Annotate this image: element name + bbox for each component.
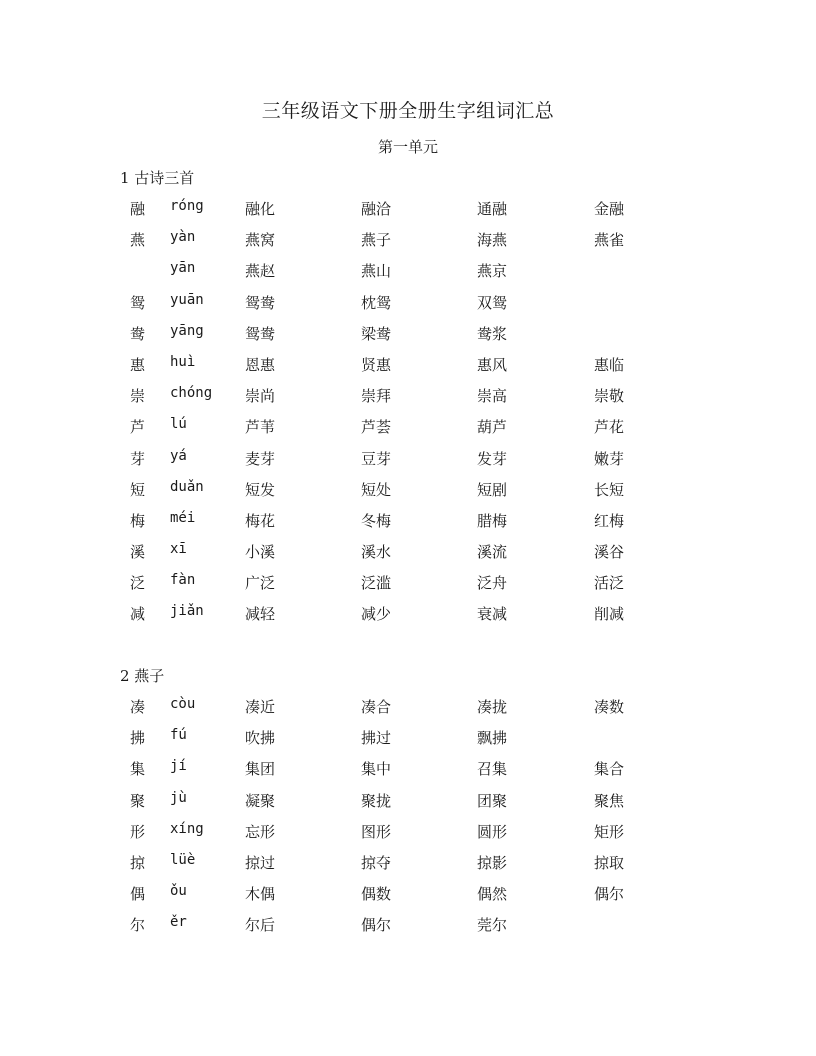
vocab-char: 减 bbox=[130, 605, 146, 624]
vocab-pinyin: jí bbox=[170, 758, 187, 775]
vocab-word: 芦花 bbox=[594, 418, 625, 437]
vocab-word: 贤惠 bbox=[361, 355, 392, 374]
vocab-char: 形 bbox=[130, 822, 146, 841]
vocab-word: 掠取 bbox=[594, 853, 625, 872]
vocab-word: 圆形 bbox=[477, 822, 508, 841]
table-row bbox=[0, 603, 816, 634]
vocab-word: 红梅 bbox=[594, 511, 625, 530]
vocab-word: 长短 bbox=[594, 480, 625, 499]
vocab-word: 溪流 bbox=[477, 543, 508, 562]
vocab-pinyin: xī bbox=[170, 541, 187, 558]
unit-title: 第一单元 bbox=[377, 138, 438, 156]
vocab-word: 聚焦 bbox=[594, 791, 625, 810]
table-row bbox=[0, 416, 816, 447]
table-row bbox=[0, 479, 816, 510]
vocab-word: 凑数 bbox=[594, 698, 625, 716]
vocab-word: 芦荟 bbox=[361, 418, 392, 437]
vocab-word: 矩形 bbox=[594, 822, 625, 841]
vocab-word: 芦苇 bbox=[245, 418, 276, 437]
vocab-word: 梁鸯 bbox=[361, 324, 392, 343]
vocab-word: 减轻 bbox=[245, 605, 276, 624]
table-row bbox=[0, 354, 816, 385]
vocab-word: 鸳鸯 bbox=[245, 293, 276, 312]
vocab-word: 融洽 bbox=[361, 200, 392, 218]
vocab-word: 偶数 bbox=[361, 885, 392, 904]
vocab-char: 短 bbox=[130, 480, 146, 499]
vocab-word: 衰减 bbox=[477, 605, 508, 624]
vocab-word: 拂过 bbox=[361, 729, 392, 748]
vocab-word: 忘形 bbox=[245, 822, 276, 841]
vocab-table bbox=[0, 696, 816, 946]
vocab-word: 偶尔 bbox=[361, 916, 392, 935]
vocab-pinyin: chóng bbox=[170, 385, 213, 402]
vocab-word: 凑拢 bbox=[477, 698, 508, 716]
vocab-word: 燕雀 bbox=[594, 231, 625, 250]
vocab-word: 冬梅 bbox=[361, 511, 392, 530]
vocab-word: 崇高 bbox=[477, 387, 508, 406]
vocab-word: 鸳鸯 bbox=[245, 324, 276, 343]
vocab-word: 掠影 bbox=[477, 853, 508, 872]
table-row bbox=[0, 821, 816, 852]
table-row bbox=[0, 448, 816, 479]
vocab-word: 团聚 bbox=[477, 791, 508, 810]
vocab-word: 集合 bbox=[594, 760, 625, 779]
vocab-word: 崇尚 bbox=[245, 387, 276, 406]
vocab-word: 燕子 bbox=[361, 231, 392, 250]
vocab-word: 双鸳 bbox=[477, 293, 508, 312]
table-row bbox=[0, 727, 816, 758]
vocab-word: 召集 bbox=[477, 760, 508, 779]
table-row bbox=[0, 696, 816, 727]
vocab-word: 凑近 bbox=[245, 698, 276, 716]
table-row bbox=[0, 852, 816, 883]
table-row bbox=[0, 541, 816, 572]
vocab-word: 惠临 bbox=[594, 355, 625, 374]
vocab-word: 小溪 bbox=[245, 543, 276, 562]
table-row bbox=[0, 323, 816, 354]
vocab-word: 广泛 bbox=[245, 574, 276, 593]
vocab-pinyin: lú bbox=[170, 416, 187, 433]
table-row bbox=[0, 292, 816, 323]
vocab-word: 飘拂 bbox=[477, 729, 508, 748]
vocab-word: 集团 bbox=[245, 760, 276, 779]
table-row bbox=[0, 790, 816, 821]
vocab-word: 尔后 bbox=[245, 916, 276, 935]
vocab-char: 偶 bbox=[130, 885, 146, 904]
vocab-word: 削减 bbox=[594, 605, 625, 624]
vocab-word: 偶尔 bbox=[594, 885, 625, 904]
vocab-word: 减少 bbox=[361, 605, 392, 624]
vocab-char: 鸳 bbox=[130, 293, 146, 312]
vocab-word: 聚拢 bbox=[361, 791, 392, 810]
vocab-word: 凝聚 bbox=[245, 791, 276, 810]
vocab-pinyin: yàn bbox=[170, 229, 196, 246]
vocab-word: 通融 bbox=[477, 200, 508, 218]
vocab-word: 燕山 bbox=[361, 262, 392, 281]
vocab-word: 活泛 bbox=[594, 574, 625, 593]
vocab-pinyin: còu bbox=[170, 696, 196, 712]
vocab-pinyin: xíng bbox=[170, 820, 204, 837]
vocab-char: 聚 bbox=[130, 791, 146, 810]
vocab-word: 葫芦 bbox=[477, 418, 508, 437]
vocab-word: 发芽 bbox=[477, 449, 508, 468]
vocab-word: 偶然 bbox=[477, 885, 508, 904]
vocab-char: 掠 bbox=[130, 853, 146, 872]
vocab-char: 拂 bbox=[130, 729, 146, 748]
vocab-pinyin: lüè bbox=[170, 851, 196, 868]
vocab-word: 溪谷 bbox=[594, 543, 625, 562]
vocab-char: 崇 bbox=[130, 387, 146, 406]
vocab-word: 恩惠 bbox=[245, 355, 276, 374]
vocab-word: 集中 bbox=[361, 760, 392, 779]
vocab-char: 芦 bbox=[130, 418, 146, 437]
vocab-word: 腊梅 bbox=[477, 511, 508, 530]
vocab-word: 金融 bbox=[594, 200, 625, 218]
vocab-pinyin: jù bbox=[170, 789, 187, 806]
vocab-word: 燕赵 bbox=[245, 262, 276, 281]
vocab-pinyin: méi bbox=[170, 509, 196, 526]
table-row bbox=[0, 510, 816, 541]
vocab-word: 短处 bbox=[361, 480, 392, 499]
table-row bbox=[0, 758, 816, 789]
vocab-word: 溪水 bbox=[361, 543, 392, 562]
vocab-word: 燕京 bbox=[477, 262, 508, 281]
vocab-word: 枕鸳 bbox=[361, 293, 392, 312]
vocab-word: 梅花 bbox=[245, 511, 276, 530]
vocab-pinyin: yá bbox=[170, 447, 187, 464]
vocab-pinyin: duǎn bbox=[170, 478, 204, 495]
vocab-word: 短剧 bbox=[477, 480, 508, 499]
vocab-char: 溪 bbox=[130, 543, 146, 562]
vocab-char: 梅 bbox=[130, 511, 146, 530]
vocab-char: 芽 bbox=[130, 449, 146, 468]
vocab-word: 惠风 bbox=[477, 355, 508, 374]
vocab-char: 融 bbox=[130, 200, 146, 218]
vocab-pinyin: fàn bbox=[170, 572, 196, 589]
vocab-word: 麦芽 bbox=[245, 449, 276, 468]
vocab-word: 融化 bbox=[245, 200, 276, 218]
table-row bbox=[0, 229, 816, 260]
page-title: 三年级语文下册全册生字组词汇总 bbox=[261, 100, 555, 122]
table-row bbox=[0, 914, 816, 945]
lesson-heading: 2 燕子 bbox=[120, 667, 165, 685]
vocab-word: 泛滥 bbox=[361, 574, 392, 593]
vocab-char: 鸯 bbox=[130, 324, 146, 343]
vocab-word: 短发 bbox=[245, 480, 276, 499]
table-row bbox=[0, 572, 816, 603]
vocab-word: 掠夺 bbox=[361, 853, 392, 872]
vocab-pinyin: yān bbox=[170, 260, 196, 277]
vocab-word: 凑合 bbox=[361, 698, 392, 716]
table-row bbox=[0, 260, 816, 291]
vocab-table bbox=[0, 198, 816, 635]
vocab-word: 掠过 bbox=[245, 853, 276, 872]
vocab-word: 吹拂 bbox=[245, 729, 276, 748]
vocab-pinyin: róng bbox=[170, 198, 204, 214]
vocab-char: 集 bbox=[130, 760, 146, 779]
vocab-char: 凑 bbox=[130, 698, 146, 716]
vocab-char: 尔 bbox=[130, 916, 146, 935]
vocab-pinyin: fú bbox=[170, 727, 187, 744]
table-row bbox=[0, 883, 816, 914]
table-row bbox=[0, 198, 816, 229]
vocab-pinyin: jiǎn bbox=[170, 603, 204, 620]
table-row bbox=[0, 385, 816, 416]
vocab-char: 惠 bbox=[130, 355, 146, 374]
vocab-word: 木偶 bbox=[245, 885, 276, 904]
vocab-word: 嫩芽 bbox=[594, 449, 625, 468]
vocab-word: 燕窝 bbox=[245, 231, 276, 250]
vocab-word: 图形 bbox=[361, 822, 392, 841]
lesson-heading: 1 古诗三首 bbox=[120, 169, 195, 187]
vocab-pinyin: yuān bbox=[170, 291, 204, 308]
vocab-pinyin: yāng bbox=[170, 322, 204, 339]
vocab-char: 泛 bbox=[130, 574, 146, 593]
vocab-word: 海燕 bbox=[477, 231, 508, 250]
vocab-word: 崇拜 bbox=[361, 387, 392, 406]
vocab-pinyin: huì bbox=[170, 353, 196, 370]
vocab-char: 燕 bbox=[130, 231, 146, 250]
vocab-pinyin: ǒu bbox=[170, 883, 187, 900]
vocab-pinyin: ěr bbox=[170, 914, 187, 931]
vocab-word: 莞尔 bbox=[477, 916, 508, 935]
vocab-word: 泛舟 bbox=[477, 574, 508, 593]
vocab-word: 鸯浆 bbox=[477, 324, 508, 343]
vocab-word: 崇敬 bbox=[594, 387, 625, 406]
vocab-word: 豆芽 bbox=[361, 449, 392, 468]
